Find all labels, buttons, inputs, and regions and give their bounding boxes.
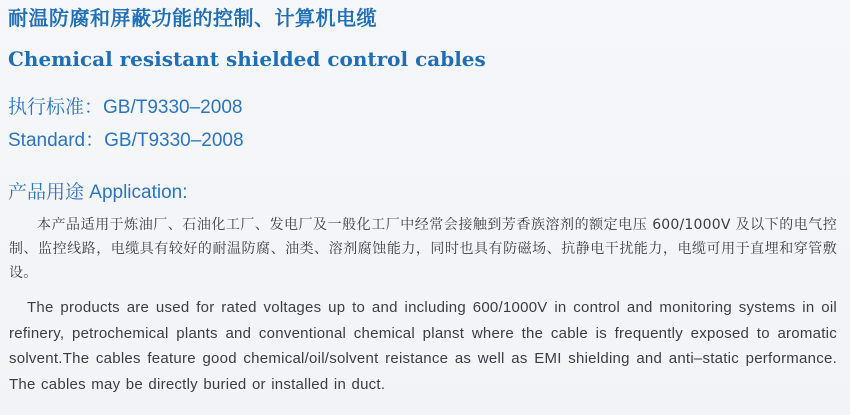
standard-english <box>8 128 244 154</box>
application-paragraph-english: The products are used for rated voltages up to and including 600/1000V in control and monitoring systems in oil refinery, petrochemical plants and conventional chemical planst where the cable is frequently exposed to aromatic solvent.The cables feature good chemical/oil/solvent reistance as well as EMI shielding and anti–static performance. The cables may be directly buried or installed in duct. <box>9 299 837 393</box>
standard-value-en: GB/T9330–2008 <box>104 130 244 151</box>
application-paragraph-chinese: 本产品适用于炼油厂、石油化工厂、发电厂及一般化工厂中经常会接触到芳香族溶剂的额定电压 600/1000V 及以下的电气控制、监控线路，电缆具有较好的耐温防腐、油类、溶剂腐蚀能力，同时也具有防磁场、抗静电干扰能力，电缆可用于直埋和穿管敷设。 <box>9 217 837 281</box>
title-english: Chemical resistant shielded control cables <box>8 47 486 71</box>
title-chinese: 耐温防腐和屏蔽功能的控制、计算机电缆 <box>8 6 377 30</box>
standard-label-en: Standard： <box>8 130 105 151</box>
standard-chinese <box>8 95 242 121</box>
application-heading: 产品用途 Application: <box>8 182 188 203</box>
standard-value-cn: GB/T9330–2008 <box>103 97 243 118</box>
standard-label-cn: 执行标准： <box>8 97 104 118</box>
